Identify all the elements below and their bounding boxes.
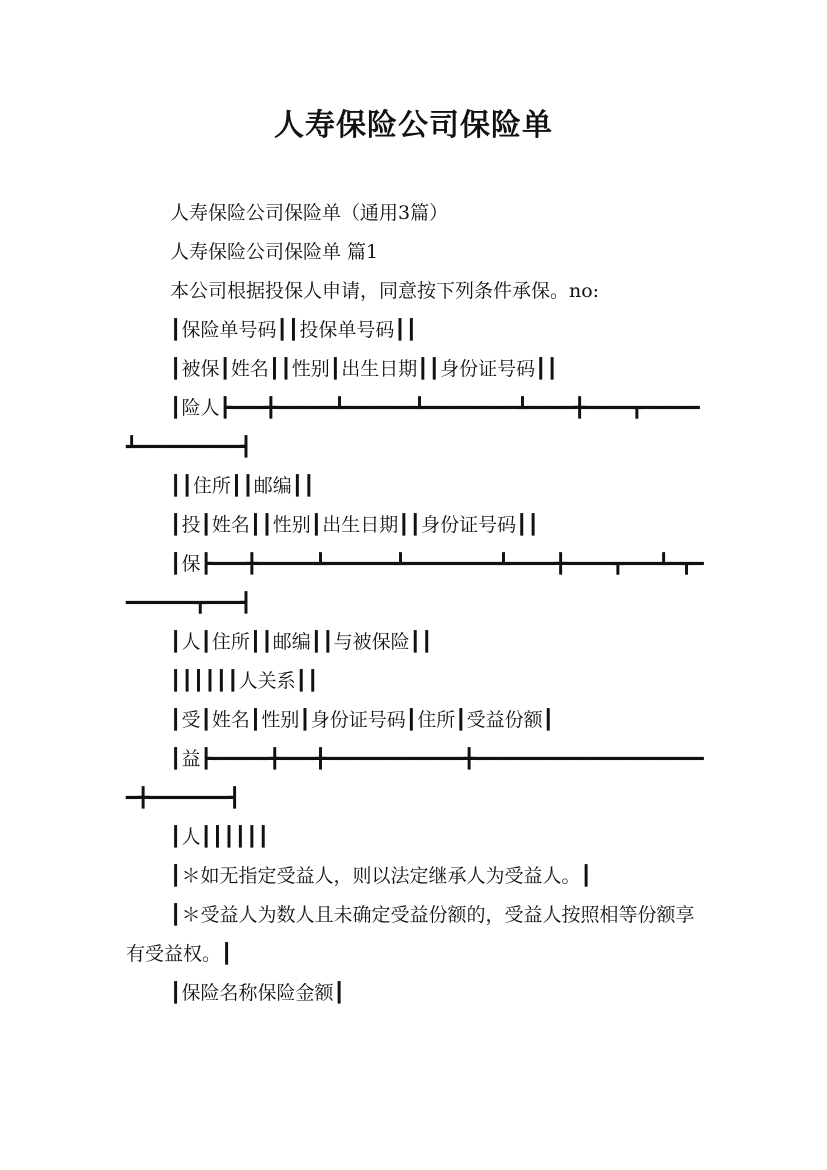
text-line-17: ┃保险名称保险金额┃ — [170, 982, 345, 1004]
text-line-15: ┃＊如无指定受益人，则以法定继承人为受益人。┃ — [170, 865, 592, 887]
text-line-14: ┃人┃┃┃┃┃┃ — [170, 826, 270, 848]
text-line-16: ┃＊受益人为数人且未确定受益份额的，受益人按照相等份额享有受益权。┃ — [126, 904, 695, 965]
text-line-9: ┃保┣━━━╋━━━━━┻━━━━━━┻━━━━━━━━┻━━━━╋━━━━┳━━━┻━┳━━━━━━━┳━━━┫ — [126, 553, 704, 614]
text-line-11: ┃┃┃┃┃┃人关系┃┃ — [170, 670, 319, 692]
text-line-6: ┃险人┣━━━╋━━━━━┻━━━━━━┻━━━━━━━━┻━━━━╋━━━━┳━━━━━┻━━━━━━━━━┫ — [126, 397, 700, 458]
text-line-8: ┃投┃姓名┃┃性别┃出生日期┃┃身份证号码┃┃ — [170, 514, 539, 536]
text-line-13: ┃益┣━━━━━╋━━━╋━━━━━━━━━━━━╋━━━━━━━━━━━━━━━━━━━━━╋━━━━━━━┫ — [126, 748, 704, 809]
document-body — [126, 194, 706, 1013]
text-line-12: ┃受┃姓名┃性别┃身份证号码┃住所┃受益份额┃ — [170, 709, 555, 731]
text-line-2: 人寿保险公司保险单 篇1 — [170, 241, 379, 263]
text-line-3: 本公司根据投保人申请，同意按下列条件承保。no: — [170, 280, 600, 302]
text-line-1: 人寿保险公司保险单（通用3篇） — [170, 202, 449, 224]
text-line-7: ┃┃住所┃┃邮编┃┃ — [170, 475, 315, 497]
text-line-5: ┃被保┃姓名┃┃性别┃出生日期┃┃身份证号码┃┃ — [170, 358, 558, 380]
document-title: 人寿保险公司保险单 — [274, 108, 553, 143]
text-line-4: ┃保险单号码┃┃投保单号码┃┃ — [170, 319, 418, 341]
text-line-10: ┃人┃住所┃┃邮编┃┃与被保险┃┃ — [170, 631, 433, 653]
